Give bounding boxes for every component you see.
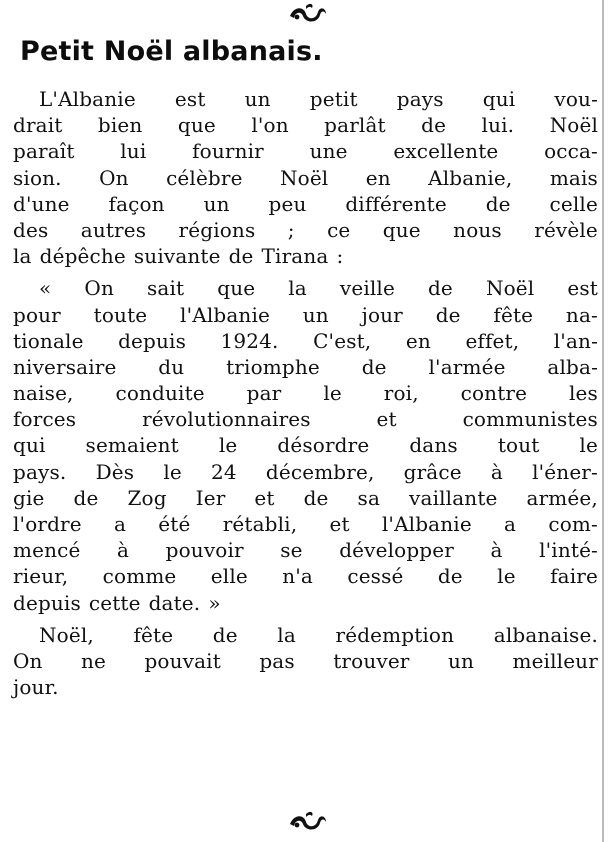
text-line: [13, 485, 598, 511]
word: le: [163, 459, 182, 484]
word: un: [447, 648, 475, 673]
word: révolutionnaires: [142, 407, 311, 432]
word: parlât: [324, 113, 386, 138]
text-line: [13, 165, 598, 191]
word: On: [99, 165, 129, 190]
word: de: [212, 622, 238, 647]
word: conduite: [115, 381, 205, 406]
word: lui: [120, 139, 147, 164]
text-line: [13, 459, 598, 485]
word: Noël,: [39, 622, 94, 647]
word: excellente: [393, 139, 499, 164]
word: »: [208, 590, 221, 615]
word: fête: [133, 622, 174, 647]
fleuron-icon: [0, 810, 616, 836]
word: lui.: [481, 113, 515, 138]
text-line: [13, 406, 598, 432]
word: petit: [309, 87, 358, 111]
word: les: [569, 381, 598, 406]
word: com-: [548, 512, 598, 536]
word: le: [579, 433, 598, 458]
word: cette: [88, 590, 141, 615]
word: par: [246, 381, 282, 406]
word: des: [13, 217, 49, 242]
word: Ier: [195, 485, 226, 510]
word: régions: [178, 217, 256, 242]
word: pas: [259, 648, 295, 673]
text-line: [13, 243, 598, 269]
word: date.: [148, 590, 201, 615]
word: niversaire: [13, 354, 117, 379]
word: le: [218, 433, 238, 458]
word: a: [113, 512, 127, 536]
word: trouver: [333, 648, 410, 673]
word: depuis: [118, 328, 186, 353]
word: meilleur: [512, 648, 598, 673]
text-line: [13, 563, 598, 589]
word: sa: [357, 485, 381, 510]
word: armée,: [526, 485, 598, 510]
word: Noël: [549, 113, 598, 138]
word: veille: [339, 276, 395, 301]
word: l'an-: [553, 328, 598, 353]
word: de: [421, 113, 447, 138]
word: roi,: [383, 381, 419, 406]
word: révèle: [534, 217, 598, 242]
text-line: [13, 138, 598, 164]
text-line: [13, 537, 598, 563]
word: n'a: [282, 564, 313, 589]
word: Noël: [279, 165, 329, 190]
word: L'Albanie: [39, 87, 136, 111]
text-line: [13, 86, 598, 112]
word: la: [13, 244, 32, 269]
text-line: [13, 275, 598, 301]
text-line: [13, 191, 598, 217]
word: façon: [108, 191, 165, 216]
article-title: Petit Noël albanais.: [20, 36, 323, 67]
word: Dès: [95, 459, 135, 484]
word: na-: [565, 302, 598, 327]
text-line: [13, 217, 598, 243]
word: rétabli,: [222, 512, 298, 536]
word: tout: [497, 433, 540, 458]
word: Albanie,: [428, 165, 513, 190]
word: l'Albanie: [180, 302, 270, 327]
word: de: [485, 191, 511, 216]
paragraph: [13, 86, 598, 269]
word: désordre: [277, 433, 370, 458]
word: grâce: [403, 459, 462, 484]
word: rieur,: [13, 564, 69, 589]
word: que: [217, 276, 256, 301]
word: dépêche: [39, 244, 126, 269]
word: une: [309, 139, 348, 164]
word: le: [497, 564, 516, 589]
word: est: [567, 276, 598, 301]
word: à: [490, 459, 503, 484]
word: comme: [102, 564, 177, 589]
text-line: [13, 328, 598, 354]
word: sait: [147, 276, 185, 301]
word: de: [437, 564, 463, 589]
word: un: [203, 191, 230, 216]
word: triomphe: [226, 354, 320, 379]
word: de: [73, 485, 99, 510]
word: développer: [339, 538, 454, 563]
word: tionale: [13, 328, 84, 353]
text-line: [13, 648, 598, 674]
fleuron-icon: [0, 2, 616, 28]
text-line: [13, 622, 598, 648]
word: gie: [13, 485, 45, 510]
article-body: [13, 86, 598, 706]
word: drait: [13, 113, 63, 138]
text-line: [13, 511, 598, 537]
word: le: [323, 381, 342, 406]
word: est: [174, 87, 206, 111]
word: jour.: [13, 675, 59, 700]
text-line: [13, 432, 598, 458]
word: d'une: [13, 191, 70, 216]
word: à: [490, 538, 503, 563]
word: que: [382, 217, 421, 242]
word: naise,: [13, 381, 74, 406]
word: pays.: [13, 459, 67, 484]
word: On: [13, 648, 43, 673]
word: l'on: [251, 113, 289, 138]
word: l'inté-: [539, 538, 598, 563]
word: de: [228, 244, 254, 269]
word: cessé: [347, 564, 404, 589]
word: albanaise.: [493, 622, 598, 647]
word: peu: [268, 191, 307, 216]
text-line: [13, 380, 598, 406]
word: décembre,: [265, 459, 375, 484]
word: 1924.: [220, 328, 279, 353]
word: à: [117, 538, 130, 563]
word: un: [302, 302, 329, 327]
word: Noël: [485, 276, 535, 301]
word: l'éner-: [532, 459, 598, 484]
word: l'ordre: [13, 512, 82, 536]
word: ce: [327, 217, 351, 242]
paragraph: [13, 275, 598, 615]
word: que: [177, 113, 216, 138]
word: contre: [460, 381, 528, 406]
word: se: [280, 538, 303, 563]
text-line: [13, 302, 598, 328]
word: un: [244, 87, 271, 111]
word: ;: [287, 217, 295, 242]
word: de: [427, 276, 453, 301]
word: de: [435, 302, 461, 327]
word: en: [405, 328, 431, 353]
word: et: [376, 407, 397, 432]
word: Tirana: [261, 244, 329, 269]
word: faire: [550, 564, 598, 589]
word: et: [254, 485, 275, 510]
word: communistes: [462, 407, 598, 432]
word: la: [288, 276, 307, 301]
word: pour: [13, 302, 61, 327]
word: C'est,: [313, 328, 372, 353]
word: et: [329, 512, 350, 536]
word: du: [158, 354, 185, 379]
word: célèbre: [166, 165, 243, 190]
word: :: [336, 244, 344, 269]
word: en: [365, 165, 391, 190]
word: ne: [81, 648, 107, 673]
word: 24: [211, 459, 237, 484]
word: pouvoir: [165, 538, 244, 563]
word: On: [84, 276, 114, 301]
word: autres: [80, 217, 147, 242]
word: dans: [409, 433, 458, 458]
word: de: [361, 354, 387, 379]
word: vou-: [554, 87, 598, 111]
word: paraît: [13, 139, 75, 164]
word: vaillante: [409, 485, 498, 510]
word: pays: [396, 87, 444, 111]
word: fournir: [192, 139, 264, 164]
word: elle: [210, 564, 248, 589]
word: fête: [493, 302, 534, 327]
word: été: [158, 512, 191, 536]
word: mais: [549, 165, 598, 190]
word: semaient: [85, 433, 179, 458]
word: «: [39, 276, 52, 301]
word: toute: [93, 302, 148, 327]
word: pouvait: [144, 648, 221, 673]
word: mencé: [13, 538, 81, 563]
text-line: [13, 354, 598, 380]
word: forces: [13, 407, 77, 432]
word: celle: [549, 191, 598, 216]
word: a: [504, 512, 517, 536]
word: différente: [345, 191, 447, 216]
text-line: [13, 112, 598, 138]
text-line: [13, 590, 598, 616]
word: de: [303, 485, 329, 510]
paragraph: [13, 622, 598, 701]
word: l'Albanie: [381, 512, 472, 536]
word: depuis: [13, 590, 81, 615]
word: nous: [453, 217, 502, 242]
word: la: [277, 622, 296, 647]
word: occa-: [544, 139, 598, 164]
word: sion.: [13, 165, 62, 190]
word: jour: [361, 302, 403, 327]
word: l'armée: [428, 354, 506, 379]
text-line: [13, 674, 598, 700]
word: rédemption: [335, 622, 455, 647]
word: qui: [482, 87, 516, 111]
word: suivante: [133, 244, 221, 269]
word: Zog: [127, 485, 167, 510]
word: effet,: [465, 328, 520, 353]
word: alba-: [547, 354, 598, 379]
word: qui: [13, 433, 46, 458]
word: bien: [97, 113, 143, 138]
